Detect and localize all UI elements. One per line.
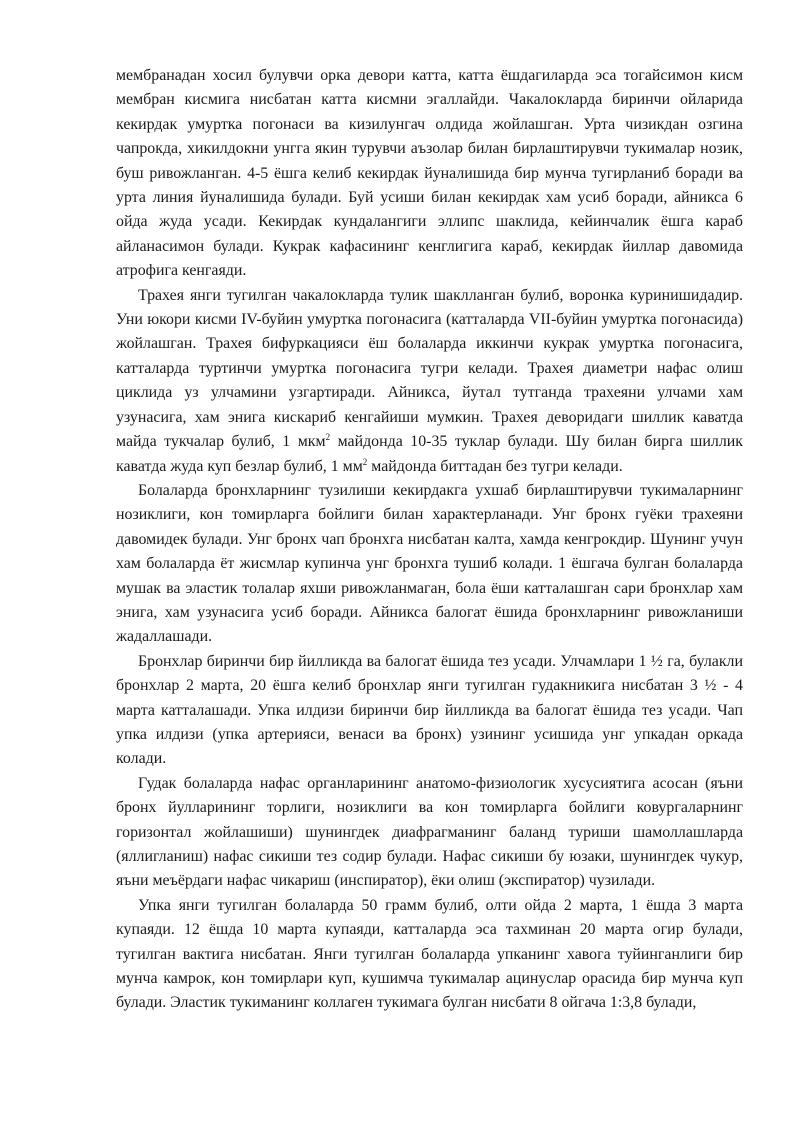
paragraph-text: Болаларда бронхларнинг тузилиши кекирдакга ухшаб бирлаштирувчи тукималарнинг нозиклиги, кон томирларга бойлиги билан характерланади. Унг бронх гуёки трахеяни давомидек булади. Унг бронх чап бронхга нисбатан калта, хамда кенгрокдир. Шунинг учун хам болаларда ёт жисмлар купинча унг бронхга тушиб колади. 1 ёшгача булган болаларда мушак ва эластик толалар яхши ривожланмаган, бола ёши катталашган сари бронхлар хам энига, хам узунасига усиб боради. Айникса балогат ёшида бронхларнинг ривожланиши жадаллашади. [116,481,743,646]
paragraph-4 [116,650,743,772]
paragraph-5 [116,772,743,894]
paragraph-3 [116,479,743,650]
paragraph-text: Упка янги тугилган болаларда 50 грамм булиб, олти ойда 2 марта, 1 ёшда 3 марта купаяди. 12 ёшда 10 марта купаяди, катталарда эса тахминан 20 марта огир булади, тугилган вактига нисбатан. Янги тугилган болаларда упканинг хавога туйинганлиги бир мунча камрок, кон томирлари куп, кушимча тукималар ацинуслар орасида бир мунча куп булади. Эластик тукиманинг коллаген тукимага булган нисбати 8 ойгача 1:3,8 булади, [116,896,743,1012]
paragraph-text: майдонда 10-35 туклар булади. Шу билан бирга шиллик каватда жуда куп безлар булиб, 1 мм [116,433,743,475]
paragraph-text: Гудак болаларда нафас органларининг анатомо-физиологик хусусиятига асосан (яъни бронх йулларининг торлиги, нозиклиги ва кон томирларга бойлиги ковургаларнинг горизонтал жойлашиши) шунингдек диафрагманинг баланд туриши шамоллашларда (яллигланиш) нафас сикиши тез содир булади. Нафас сикиши бу юзаки, шунингдек чукур, яъни меъёрдаги нафас чикариш (инспиратор), ёки олиш (экспиратор) чузилади. [116,774,743,890]
paragraph-1 [116,64,743,284]
superscript: 2 [362,456,368,467]
paragraph-text: майдонда биттадан без тугри келади. [367,457,623,475]
paragraph-6 [116,894,743,1016]
paragraph-2 [116,284,743,479]
paragraph-text: мембранадан хосил булувчи орка девори катта, катта ёшдагиларда эса тогайсимон кисм мембран кисмига нисбатан катта кисмни эгаллайди. Чакалокларда биринчи ойларида кекирдак умуртка погонаси ва кизилунгач олдида жойлашган. Урта чизикдан озгина чапрокда, хикилдокни унгга якин турувчи аъзолар билан бирлаштирувчи тукималар нозик, буш ривожланган. 4-5 ёшга келиб кекирдак йуналишида бир мунча тугирланиб боради ва урта линия йуналишида булади. Буй усиши билан кекирдак хам усиб боради, айникса 6 ойда жуда усади. Кекирдак кундалангиги эллипс шаклида, кейинчалик ёшга караб айланасимон булади. Кукрак кафасининг кенглигига караб, кекирдак йиллар давомида атрофига кенгаяди. [116,67,743,280]
superscript: 2 [325,432,331,443]
paragraph-text: Бронхлар биринчи бир йилликда ва балогат ёшида тез усади. Улчамлари 1 ½ га, булакли бронхлар 2 марта, 20 ёшга келиб бронхлар янги тугилган гудакникига нисбатан 3 ½ - 4 марта катталашади. Упка илдизи биринчи бир йилликда ва балогат ёшида тез усади. Чап упка илдизи (упка артерияси, венаси ва бронх) узининг усишида унг упкадан оркада колади. [116,652,743,768]
document-page [116,64,743,1016]
paragraph-text: Трахея янги тугилган чакалокларда тулик шаклланган булиб, воронка куринишидадир. Уни юкори кисми IV-буйин умуртка погонасига (катталарда VII-буйин умуртка погонасида) жойлашган. Трахея бифуркацияси ёш болаларда иккинчи кукрак умуртка погонасига, катталарда туртинчи умуртка погонасига тугри келади. Трахея диаметри нафас олиш циклида уз улчамини узгартиради. Айникса, йутал тутганда трахеяни улчами хам узунасига, хам энига кискариб кенгайиши мумкин. Трахея деворидаги шиллик каватда майда тукчалар булиб, 1 мкм [116,286,743,451]
